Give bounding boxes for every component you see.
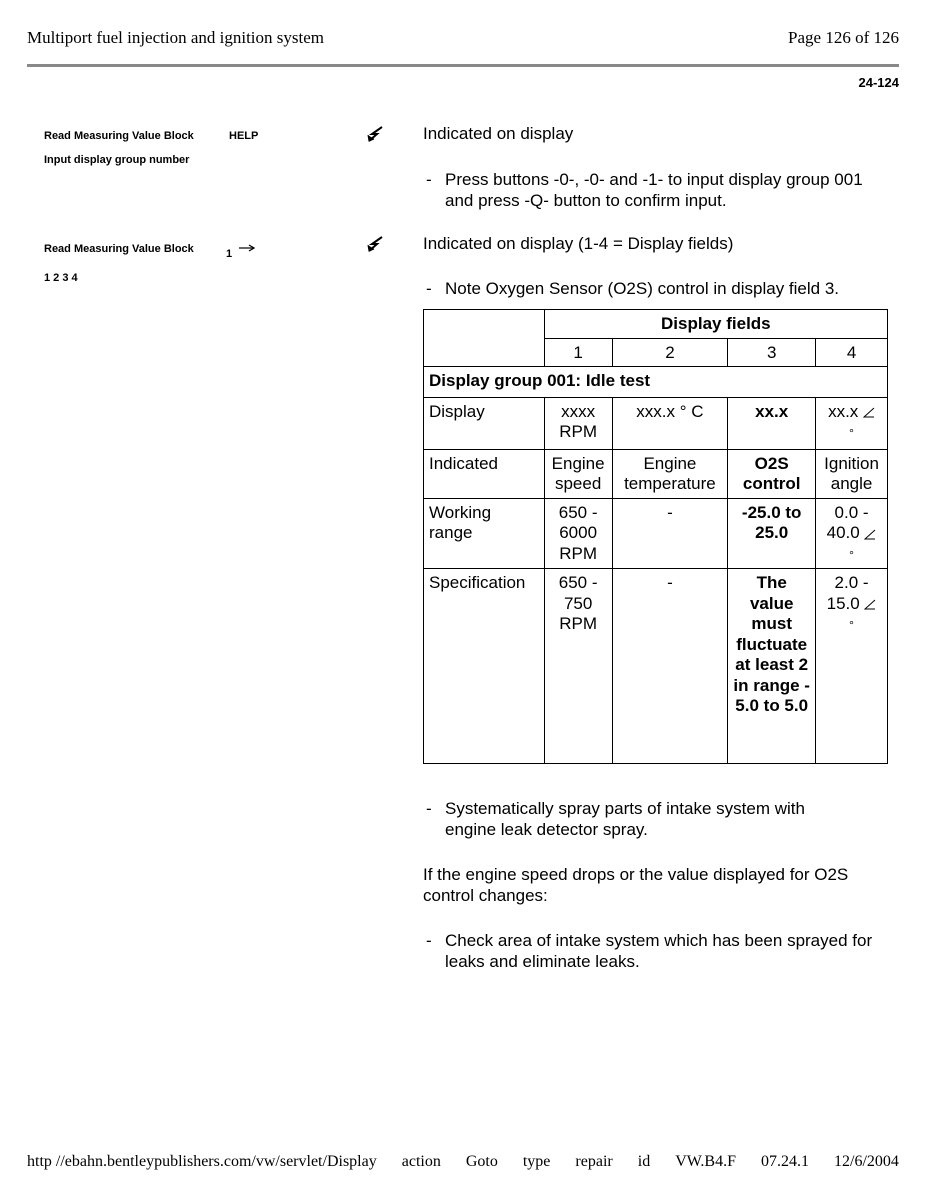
bullet-spray-parts: - Systematically spray parts of intake system with engine leak detector spray. [426,799,856,840]
table-cell: The value must fluctuate at least 2 in range - 5.0 to 5.0 [728,569,816,764]
table-row [424,449,888,498]
table-row [424,498,888,569]
table-cell: xxxx RPM [544,397,612,449]
table-cell: xx.x ° [816,397,888,449]
table-col-header: 1 [544,338,612,367]
display-line-input-group: Input display group number [44,154,190,166]
table-cell: Engine temperature [612,449,728,498]
footer-part: Goto [465,1153,498,1170]
footer-part: http //ebahn.bentleypublishers.com/vw/servlet/Display [27,1153,377,1170]
footer-part: 07.24.1 [761,1153,809,1170]
table-cell: O2S control [728,449,816,498]
header-title: Multiport fuel injection and ignition system [27,28,324,47]
bullet-text: Note Oxygen Sensor (O2S) control in display field 3. [445,279,840,298]
bullet-press-buttons: - Press buttons -0-, -0- and -1- to input display group 001 and press -Q- button to confirm input. [426,170,876,211]
display-line-read-block: Read Measuring Value Block [44,130,194,142]
step-indicated-display-fields: Indicated on display (1-4 = Display fields) [423,234,734,253]
footer-url-line [27,1153,899,1171]
table-corner-cell [424,310,545,367]
right-arrow-icon [238,243,256,253]
footer-part: action [401,1153,441,1170]
table-col-header: 4 [816,338,888,367]
lightning-arrow-icon [366,235,384,253]
page-code: 24-124 [858,75,899,90]
display-help-label: HELP [229,130,259,142]
footer-part: id [637,1153,651,1170]
row-label: Display [424,397,545,449]
cell-value: 0.0 - 40.0 [826,502,869,542]
cell-value: 2.0 - 15.0 [826,573,869,613]
bullet-check-area: - Check area of intake system which has been sprayed for leaks and eliminate leaks. [426,931,886,972]
table-cell: 2.0 - 15.0 ° [816,569,888,764]
lightning-arrow-icon [366,125,384,143]
table-row [424,397,888,449]
table-cell: - [612,569,728,764]
table-row [424,569,888,764]
display-fields-table [423,309,888,764]
display-group-number: 1 [226,248,233,260]
step-indicated-display: Indicated on display [423,124,574,143]
display-fields-line: 1 2 3 4 [44,272,78,284]
bullet-text: Check area of intake system which has been sprayed for leaks and eliminate leaks. [445,931,873,971]
footer-part: repair [575,1153,613,1170]
table-cell: xxx.x ° C [612,397,728,449]
table-cell: xx.x [728,397,816,449]
table-cell: 0.0 - 40.0 ° [816,498,888,569]
display-line-read-block-2: Read Measuring Value Block [44,243,194,255]
angle-icon [863,406,875,418]
row-label: Specification [424,569,545,764]
footer-date: 12/6/2004 [834,1153,899,1170]
angle-icon [864,528,876,540]
table-cell: 650 - 750 RPM [544,569,612,764]
header-divider [27,64,899,67]
footer-part: VW.B4.F [675,1153,736,1170]
table-header-display-fields: Display fields [544,310,887,339]
page-number: Page 126 of 126 [788,28,899,47]
paragraph-engine-speed-drops: If the engine speed drops or the value displayed for O2S control changes: [423,865,849,905]
bullet-text: Systematically spray parts of intake system with engine leak detector spray. [445,799,805,839]
cell-value: xx.x [828,401,859,421]
table-group-title: Display group 001: Idle test [424,367,888,398]
table-cell: Engine speed [544,449,612,498]
footer-part: type [522,1153,551,1170]
bullet-note-o2s: - Note Oxygen Sensor (O2S) control in display field 3. [426,279,886,300]
bullet-text: Press buttons -0-, -0- and -1- to input display group 001 and press -Q- button to confirm input. [445,170,863,210]
table-cell: Ignition angle [816,449,888,498]
table-col-header: 2 [612,338,728,367]
row-label: Indicated [424,449,545,498]
table-cell: -25.0 to 25.0 [728,498,816,569]
table-col-header: 3 [728,338,816,367]
table-cell: 650 - 6000 RPM [544,498,612,569]
table-cell: - [612,498,728,569]
angle-icon [864,598,876,610]
row-label: Working range [424,498,545,569]
